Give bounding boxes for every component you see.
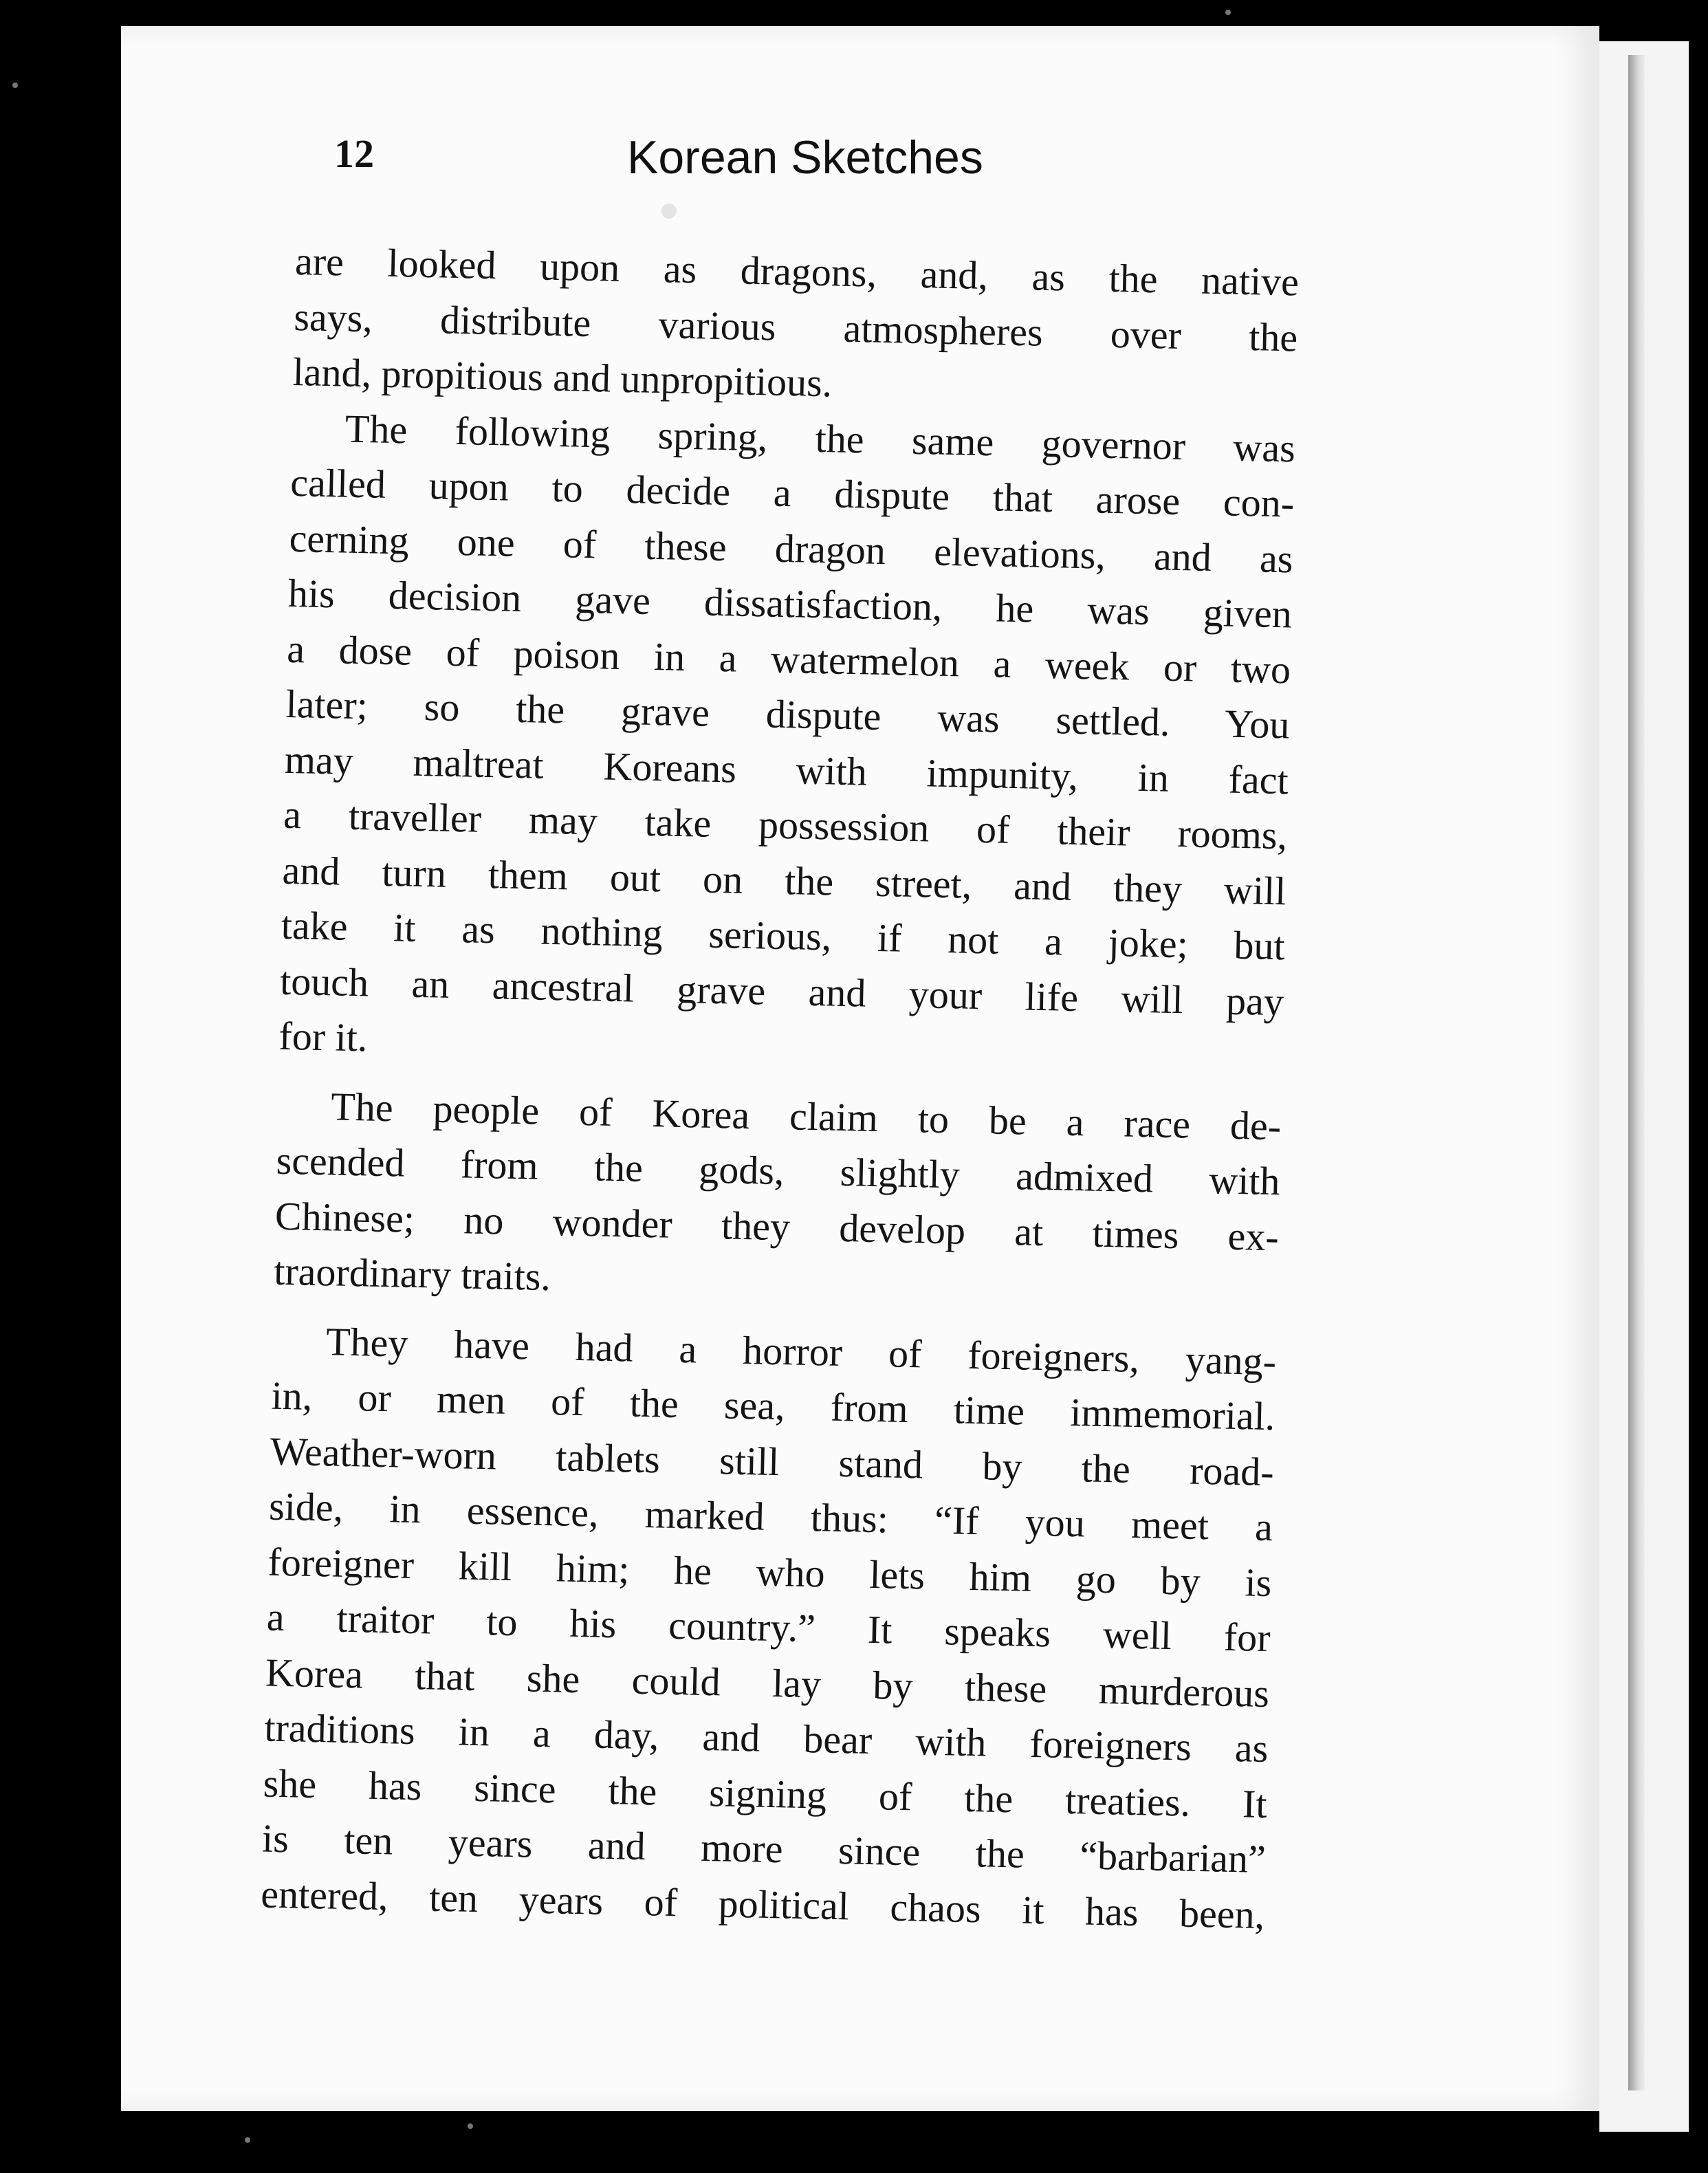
text-line: a dose of poison in a watermelon a week or two (286, 626, 1291, 692)
text-line: Chinese; no wonder they develop at times ex- (274, 1193, 1280, 1259)
text-line: a traveller may take possession of their rooms, (283, 791, 1288, 858)
dust-speck (468, 2123, 473, 2129)
text-line: are looked upon as dragons, and, as the native (294, 238, 1300, 305)
page-header (334, 131, 1022, 206)
text-line: traditions in a day, and bear with foreigners as (263, 1705, 1269, 1771)
text-line: in, or men of the sea, from time immemorial. (270, 1373, 1275, 1439)
dust-speck (12, 83, 18, 88)
text-line: she has since the signing of the treaties. It (263, 1760, 1268, 1826)
text-line: take it as nothing serious, if not a joke; but (281, 902, 1286, 969)
text-line: is ten years and more since the “barbarian” (261, 1815, 1267, 1882)
text-line: foreigner kill him; he who lets him go by is (267, 1539, 1272, 1605)
text-line: says, distribute various atmospheres over the (293, 294, 1298, 360)
ink-smudge (661, 204, 677, 219)
text-line: touch an ancestral grave and your life will pay (279, 958, 1284, 1024)
text-line: later; so the grave dispute was settled. You (285, 681, 1291, 747)
paragraph-2 (278, 400, 1296, 1084)
text-line: Korea that she could lay by these murderous (265, 1650, 1270, 1716)
dust-speck (1225, 10, 1231, 15)
text-line: scended from the gods, slightly admixed with (276, 1137, 1281, 1204)
text-line: The people of Korea claim to be a race de- (330, 1083, 1282, 1148)
text-line: Weather-worn tablets still stand by the road- (270, 1428, 1275, 1494)
text-line: cerning one of these dragon elevations, and as (289, 515, 1294, 581)
text-line: may maltreat Koreans with impunity, in fact (284, 736, 1289, 802)
text-line: traordinary traits. (273, 1248, 551, 1300)
text-line: land, propitious and unpropitious. (292, 349, 833, 406)
page-number: 12 (334, 131, 374, 176)
body-text (261, 234, 1300, 1943)
text-line: entered, ten years of political chaos it has been, (260, 1870, 1265, 1937)
text-line: They have had a horror of foreigners, yang- (325, 1318, 1277, 1384)
text-line: called upon to decide a dispute that arose con- (289, 459, 1295, 526)
text-line: side, in essence, marked thus: “If you meet a (268, 1483, 1273, 1550)
running-title: Korean Sketches (627, 131, 983, 184)
paragraph-4 (261, 1313, 1277, 1943)
text-line: and turn them out on the street, and they will (281, 847, 1287, 913)
dust-speck (245, 2137, 250, 2143)
text-line: a traitor to his country.” It speaks well for (266, 1594, 1271, 1661)
paragraph-3 (274, 1078, 1282, 1320)
text-line: for it. (278, 1013, 369, 1060)
text-line: his decision gave dissatisfaction, he was given (287, 570, 1293, 637)
paragraph-1 (292, 234, 1300, 421)
binding-shadow (1628, 55, 1645, 2090)
text-line: The following spring, the same governor was (344, 406, 1296, 471)
